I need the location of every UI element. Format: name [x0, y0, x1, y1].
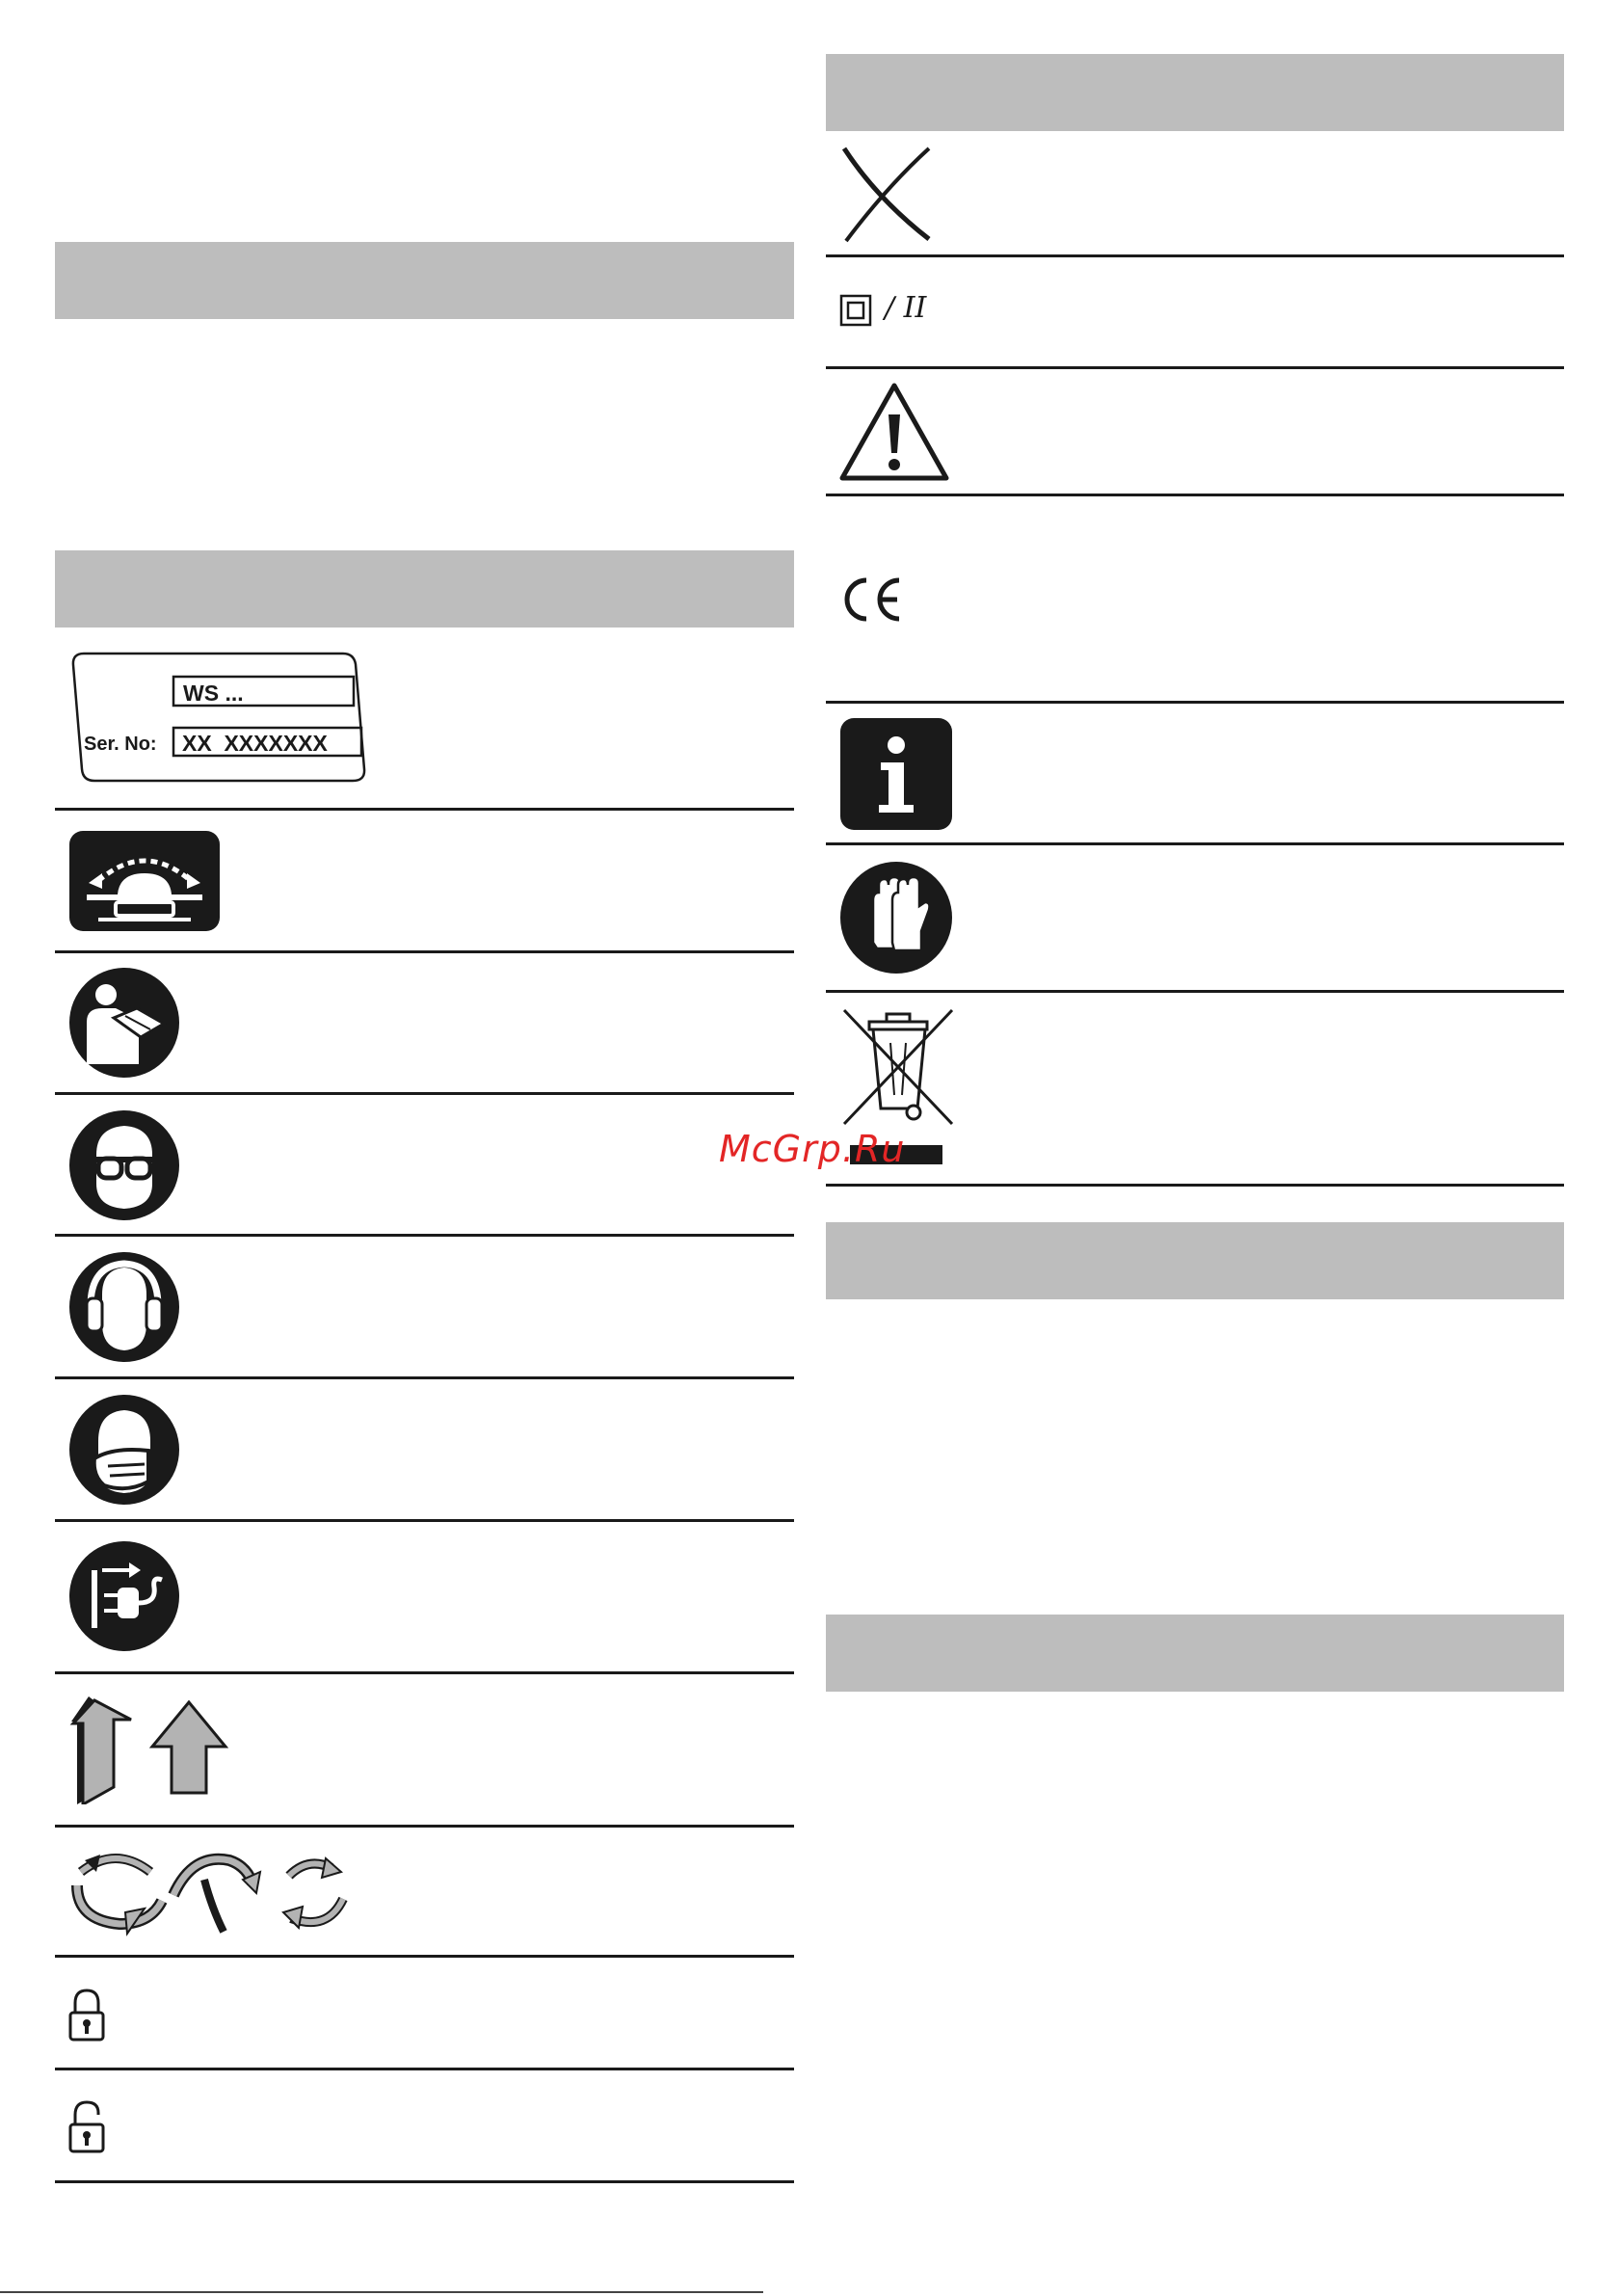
divider [55, 950, 794, 953]
divider [55, 1234, 794, 1237]
divider [55, 2068, 794, 2070]
divider [826, 990, 1564, 993]
unlock-icon [67, 2099, 106, 2155]
dust-mask-icon [69, 1395, 179, 1505]
page-bottom-line [0, 2291, 763, 2293]
divider [826, 701, 1564, 704]
ear-protection-icon [69, 1252, 179, 1362]
divider [55, 1092, 794, 1095]
gloves-icon [840, 862, 952, 974]
type-plate-serial-value: XX XXXXXXX [182, 731, 328, 756]
read-manual-icon [69, 968, 179, 1078]
divider [826, 366, 1564, 369]
not-allowed-icon [838, 145, 935, 243]
section-header-band [826, 54, 1564, 131]
divider [55, 2180, 794, 2183]
divider [55, 1519, 794, 1522]
lift-arrow-icon [69, 1695, 231, 1804]
divider [55, 1671, 794, 1674]
divider [826, 1184, 1564, 1187]
watermark: McGrp.Ru [719, 1128, 906, 1170]
information-icon [840, 718, 952, 830]
type-plate-icon [70, 652, 369, 785]
eye-protection-icon [69, 1110, 179, 1220]
ce-mark-icon [839, 576, 905, 623]
divider [55, 1955, 794, 1958]
protection-class-label: / II [885, 291, 927, 325]
type-plate-serial-label: Ser. No: [84, 734, 157, 755]
section-header-band [55, 242, 794, 319]
lock-icon [67, 1988, 106, 2043]
type-plate-model: WS ... [183, 681, 244, 706]
divider [826, 842, 1564, 845]
rotate-arrows-icon [67, 1851, 366, 1939]
guard-adjustment-icon [69, 831, 220, 931]
divider [55, 1825, 794, 1828]
divider [55, 808, 794, 811]
protection-class-2-icon [839, 294, 872, 327]
warning-icon [838, 382, 950, 482]
divider [826, 254, 1564, 257]
divider [55, 1376, 794, 1379]
section-header-band [826, 1615, 1564, 1692]
section-header-band [55, 550, 794, 627]
section-header-band [826, 1222, 1564, 1299]
divider [826, 494, 1564, 496]
unplug-icon [69, 1541, 179, 1651]
